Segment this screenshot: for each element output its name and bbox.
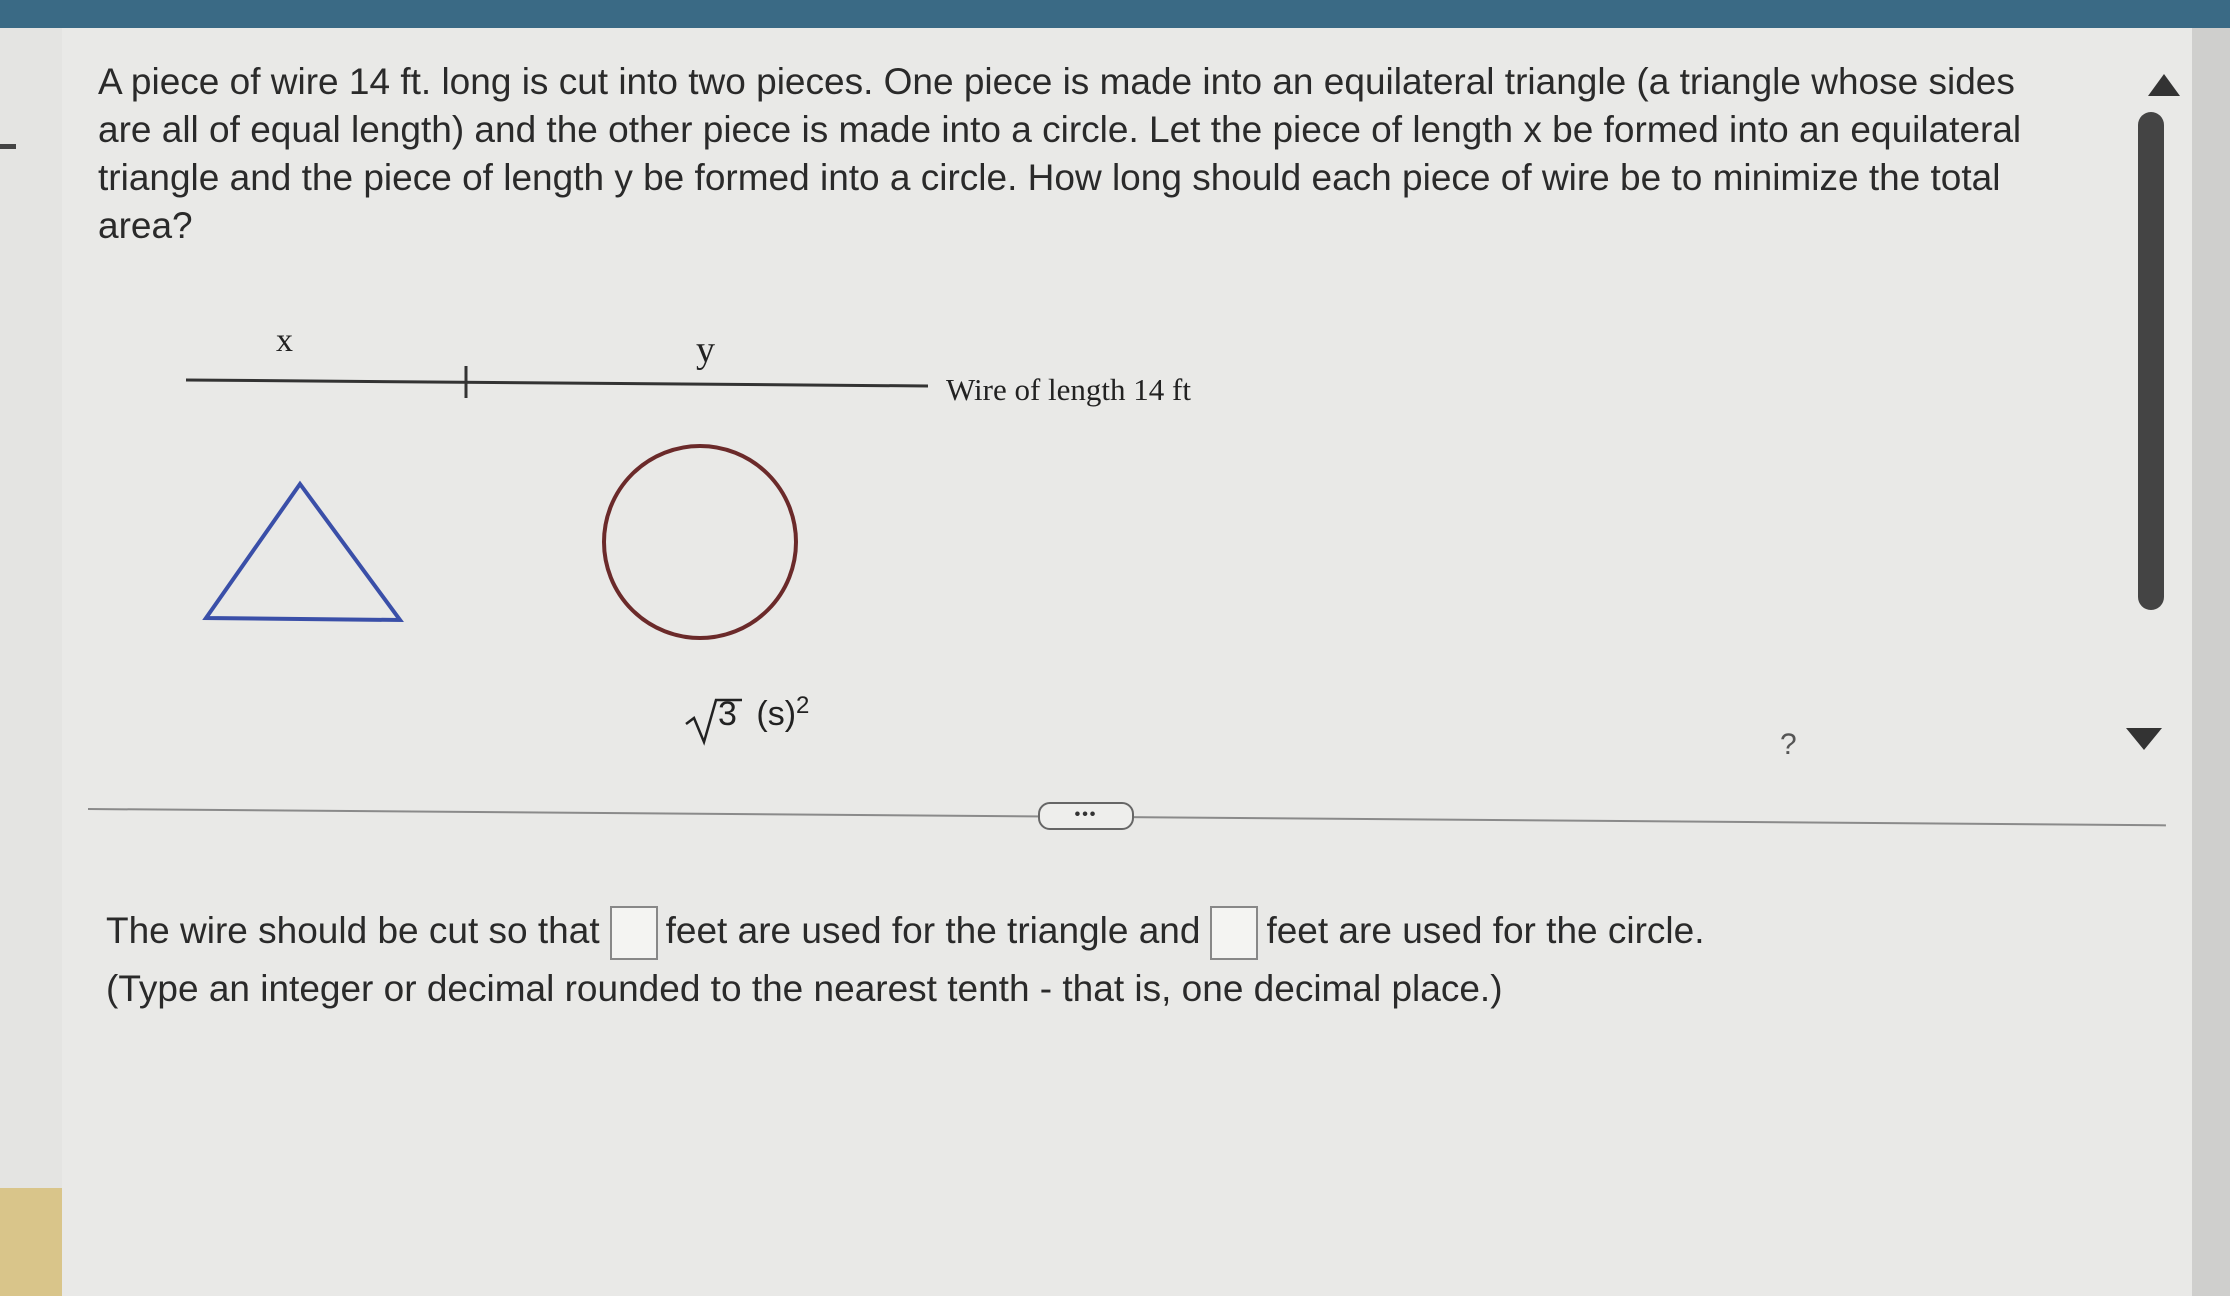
answer-text-1: The wire should be cut so that [106, 910, 600, 951]
expand-more-button[interactable]: ••• [1038, 802, 1134, 830]
answer-hint: (Type an integer or decimal rounded to the nearest tenth - that is, one decimal place.) [106, 968, 1503, 1010]
formula-radicand: 3 [718, 695, 737, 734]
scrollbar-thumb[interactable] [2138, 112, 2164, 610]
left-strip [0, 28, 62, 1296]
formula-rest: (s) [756, 695, 797, 734]
formula-exponent: 2 [796, 692, 810, 719]
answer-text-3: feet are used for the circle. [1266, 910, 1705, 951]
circle-length-input[interactable] [1210, 906, 1258, 960]
left-marker [0, 144, 16, 149]
label-y: y [696, 329, 715, 371]
scroll-down-icon[interactable] [2126, 728, 2162, 750]
area-formula [684, 692, 809, 734]
label-x: x [276, 322, 293, 359]
stray-mark: ? [1780, 728, 1797, 761]
answer-text-2: feet are used for the triangle and [665, 910, 1201, 951]
scroll-up-icon[interactable] [2148, 74, 2180, 96]
question-text: A piece of wire 14 ft. long is cut into two pieces. One piece is made into an equilateral triangle (a triangle whose sides are all of equal length) and the other piece is made into a circle. Let the piece of length x be formed into an equilateral triangle and the piece of length y be formed into a circle. How long should each piece of wire be to minimize the total area? [98, 61, 2022, 246]
right-edge [2192, 28, 2230, 1296]
wire-length-label: Wire of length 14 ft [946, 372, 1191, 407]
triangle-length-input[interactable] [610, 906, 658, 960]
answer-area [106, 902, 2006, 1018]
left-gold-block [0, 1188, 62, 1296]
top-bar [0, 0, 2230, 28]
